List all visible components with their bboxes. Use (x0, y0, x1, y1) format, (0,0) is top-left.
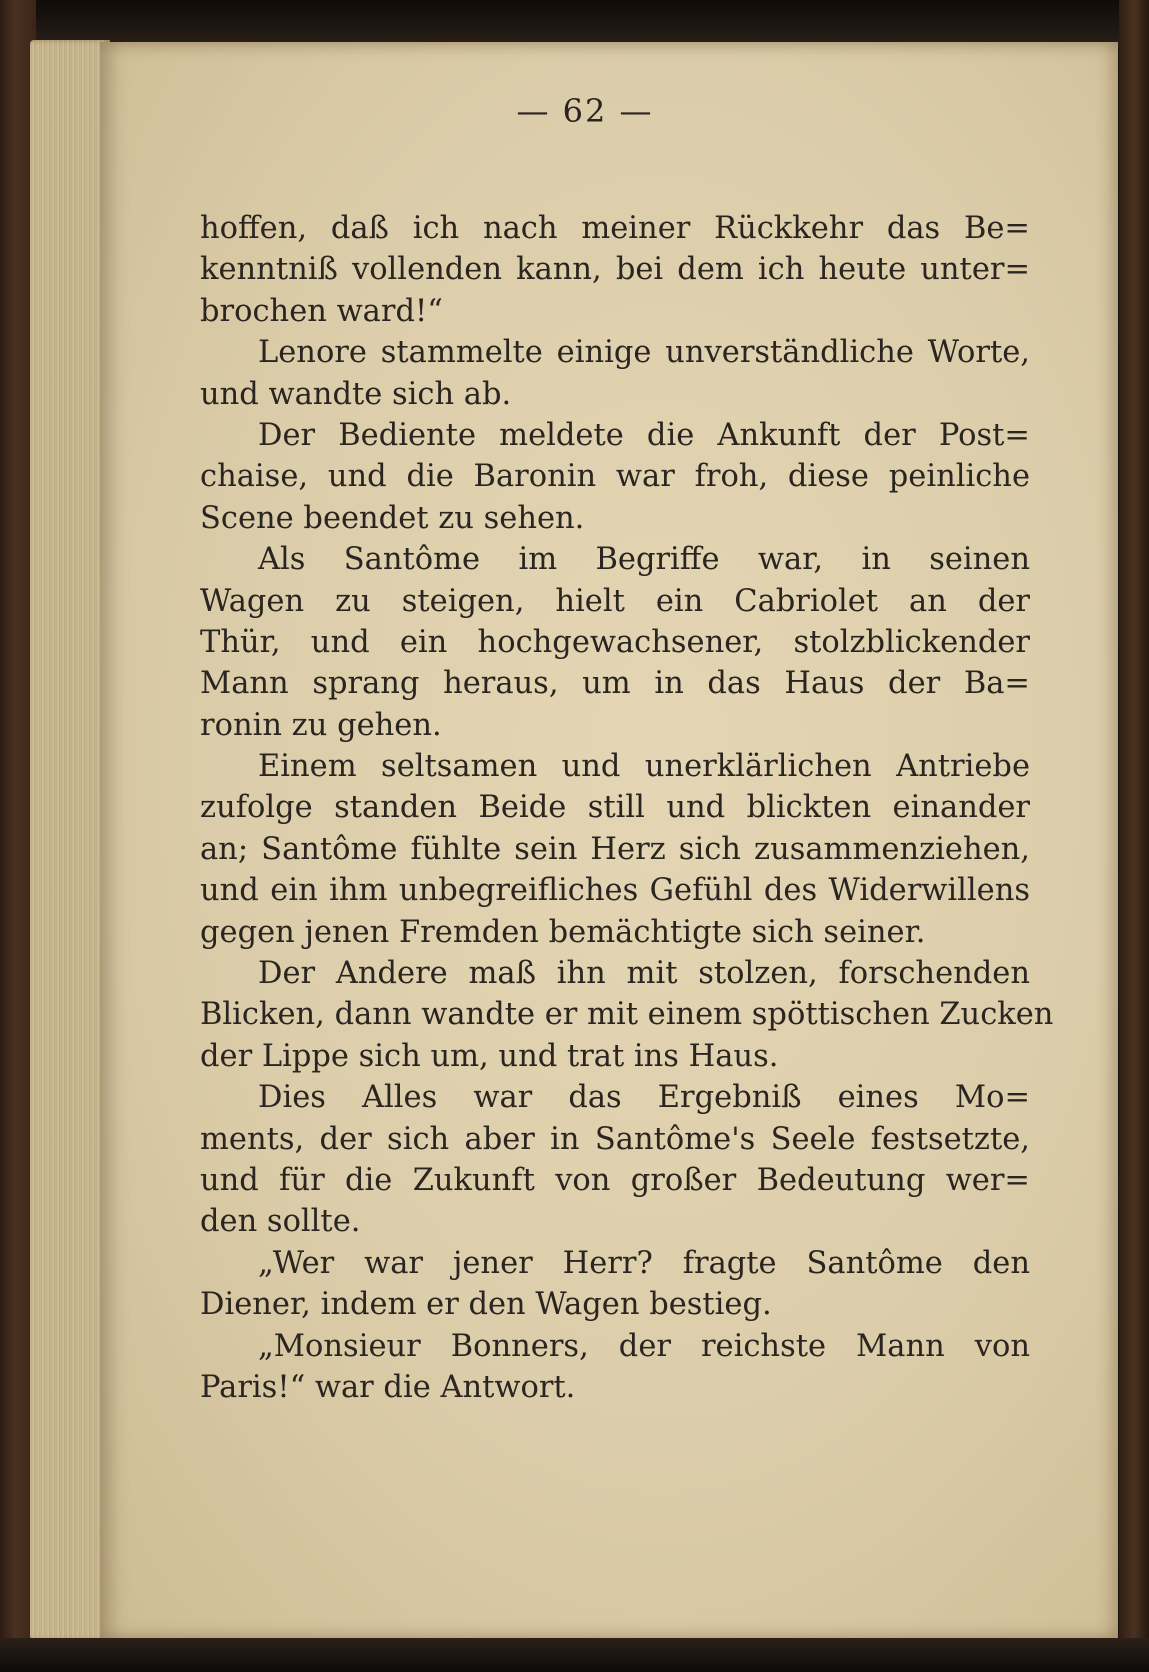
text-line: ronin zu gehen. (200, 707, 442, 743)
text-line: kenntniß vollenden kann, bei dem ich heute unter= (200, 252, 1030, 288)
text-line: chaise, und die Baronin war froh, diese peinliche (200, 459, 1030, 495)
text-line: ments, der sich aber in Santôme's Seele festsetzte, (200, 1121, 1030, 1157)
text-line: Wagen zu steigen, hielt ein Cabriolet an der (200, 583, 1030, 619)
text-line: „Wer war jener Herr? fragte Santôme den (258, 1245, 1030, 1281)
page-number: — 62 — (516, 92, 654, 130)
text-line: Blicken, dann wandte er mit einem spöttischen Zucken (200, 997, 1054, 1033)
text-line: Diener, indem er den Wagen bestieg. (200, 1287, 772, 1323)
page-stack-edges (30, 40, 110, 1640)
text-line: zufolge standen Beide still und blickten einander (200, 790, 1030, 826)
text-line: Mann sprang heraus, um in das Haus der Ba= (200, 666, 1030, 702)
text-line: Einem seltsamen und unerklärlichen Antriebe (258, 749, 1030, 785)
text-line: Paris!“ war die Antwort. (200, 1369, 576, 1405)
text-line: den sollte. (200, 1204, 361, 1240)
scan-top-edge (0, 0, 1149, 48)
text-line: an; Santôme fühlte sein Herz sich zusammenziehen, (200, 831, 1030, 867)
text-line: gegen jenen Fremden bemächtigte sich seiner. (200, 914, 926, 950)
body-text (200, 208, 1054, 1408)
text-line: Dies Alles war das Ergebniß eines Mo= (258, 1080, 1030, 1116)
text-line: Scene beendet zu sehen. (200, 500, 585, 536)
text-line: der Lippe sich um, und trat ins Haus. (200, 1038, 779, 1074)
text-line: hoffen, daß ich nach meiner Rückkehr das Be= (200, 211, 1030, 246)
text-line: Thür, und ein hochgewachsener, stolzblickender (200, 624, 1030, 660)
text-line: und ein ihm unbegreifliches Gefühl des Widerwillens (200, 873, 1030, 909)
text-line: Lenore stammelte einige unverständliche Worte, (258, 335, 1030, 371)
text-line: und wandte sich ab. (200, 376, 512, 412)
text-line: „Monsieur Bonners, der reichste Mann von (258, 1328, 1030, 1364)
text-line: Als Santôme im Begriffe war, in seinen (258, 542, 1030, 578)
text-line: brochen ward!“ (200, 293, 443, 329)
scan-bottom-edge (0, 1638, 1149, 1672)
text-line: Der Andere maß ihn mit stolzen, forschenden (258, 956, 1030, 992)
book-cover-right-edge (1119, 0, 1149, 1672)
text-line: Der Bediente meldete die Ankunft der Post= (258, 417, 1030, 453)
text-line: und für die Zukunft von großer Bedeutung wer= (200, 1162, 1030, 1198)
